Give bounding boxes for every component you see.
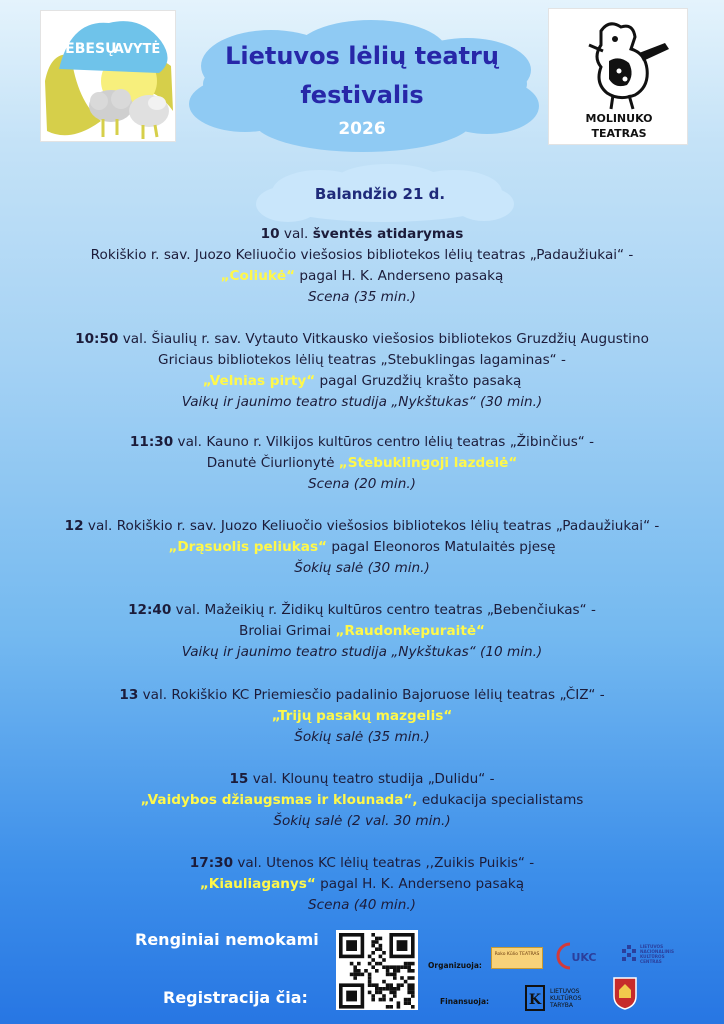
event-text: Rokiškio r. sav. Juozo Keliuočio viešosios bibliotekos lėlių teatras „Padaužiukai“ - [90, 247, 634, 263]
event-venue: Šokių salė (35 min.) [294, 729, 430, 745]
event-time: 13 [119, 687, 139, 703]
event-line [0, 853, 724, 874]
event-time: 12 [64, 518, 84, 534]
event-line [0, 287, 724, 308]
event-text: val. Mažeikių r. Židikų kultūros centro teatras „Bebenčiukas“ - [171, 602, 596, 618]
event-venue: Scena (35 min.) [308, 289, 416, 305]
roko-kulio-logo-text: Roko Kūlio TEATRAS [494, 952, 540, 957]
event-time: 12:40 [128, 602, 172, 618]
event-line [0, 453, 724, 474]
event-text: val. Rokiškio KC Priemiesčio padalinio Bajoruose lėlių teatras „ČIZ“ - [138, 687, 605, 703]
lnkc-logo [620, 943, 684, 969]
event-venue: Šokių salė (2 val. 30 min.) [273, 813, 451, 829]
event-block [0, 853, 724, 916]
event-line [0, 329, 724, 350]
event-line [0, 245, 724, 266]
event-text: pagal Gruzdžių krašto pasaką [315, 373, 522, 389]
event-time: 10:50 [75, 331, 119, 347]
event-text: Danutė Čiurlionytė [206, 455, 339, 471]
event-text: Broliai Grimai [239, 623, 336, 639]
event-line [0, 516, 724, 537]
performance-title: „Coliukė“ [220, 268, 296, 284]
event-block [0, 432, 724, 495]
event-line [0, 392, 724, 413]
event-text: pagal Eleonoros Matulaitės pjesę [327, 539, 556, 555]
roko-kulio-teatras-logo [491, 947, 543, 969]
ukc-logo-text: UKC [571, 951, 597, 964]
event-line [0, 600, 724, 621]
performance-title: „Vaidybos džiaugsmas ir klounada“, [140, 792, 418, 808]
event-text: val. Klounų teatro studija „Dulidu“ - [248, 771, 495, 787]
performance-title: „Drąsuolis peliukas“ [168, 539, 327, 555]
event-text: Griciaus bibliotekos lėlių teatras „Stebuklingas lagaminas“ - [158, 352, 566, 368]
festival-title-line2: festivalis [300, 81, 424, 109]
festival-title-line1: Lietuvos lėlių teatrų [225, 42, 499, 70]
performance-title: „Stebuklingoji lazdelė“ [338, 455, 518, 471]
performance-title: „Kiauliaganys“ [199, 876, 316, 892]
event-block [0, 769, 724, 832]
performance-title: „Trijų pasakų mazgelis“ [271, 708, 453, 724]
event-line [0, 266, 724, 287]
event-text: val. Rokiškio r. sav. Juozo Keliuočio viešosios bibliotekos lėlių teatras „Padaužiukai“ - [83, 518, 660, 534]
lnkc-logo-text: LIETUVOS NACIONALINIS KULTŪROS CENTRAS [640, 944, 674, 964]
event-time: 11:30 [129, 434, 174, 450]
registration-qr-code[interactable] [336, 930, 418, 1010]
event-text: pagal H. K. Anderseno pasaką [315, 876, 525, 892]
event-text: pagal H. K. Anderseno pasaką [295, 268, 504, 284]
event-date: Balandžio 21 d. [314, 185, 446, 203]
event-line [0, 895, 724, 916]
logo-right-word1: MOLINUKO [585, 112, 653, 125]
event-venue: Vaikų ir jaunimo teatro studija „Nykštukas“ (30 min.) [181, 394, 543, 410]
performance-title: „Raudonkepuraitė“ [335, 623, 485, 639]
logo-left-word2: AVYTĖ [113, 42, 161, 57]
festival-year: 2026 [338, 119, 386, 139]
rokiskis-coat-of-arms [612, 976, 638, 1010]
event-venue: Scena (20 min.) [308, 476, 416, 492]
event-line [0, 874, 724, 895]
event-text: val. Kauno r. Vilkijos kultūros centro lėlių teatras „Žibinčius“ - [173, 434, 595, 450]
event-time: 15 [229, 771, 249, 787]
event-time: 17:30 [189, 855, 234, 871]
lkt-logo-letter: K [528, 992, 542, 1008]
event-line [0, 432, 724, 453]
funder-label: Finansuoja: [440, 997, 490, 1006]
event-line [0, 371, 724, 392]
event-block [0, 516, 724, 579]
event-text: val. Utenos KC lėlių teatras ,,Zuikis Puikis“ - [233, 855, 535, 871]
registration-label: Registracija čia: [163, 988, 308, 1007]
event-line [0, 811, 724, 832]
event-line [0, 790, 724, 811]
event-venue: Scena (40 min.) [308, 897, 416, 913]
event-line [0, 769, 724, 790]
event-block [0, 600, 724, 663]
logo-right-word2: TEATRAS [591, 127, 647, 140]
event-line [0, 224, 724, 245]
organizer-label: Organizuoja: [428, 961, 482, 970]
event-line [0, 558, 724, 579]
event-line [0, 642, 724, 663]
ukc-logo [556, 940, 606, 972]
logo-left-word1: DEBESŲ [53, 41, 117, 57]
event-venue: Vaikų ir jaunimo teatro studija „Nykštukas“ (10 min.) [181, 644, 543, 660]
event-line [0, 621, 724, 642]
event-time: 10 [260, 226, 280, 242]
event-line [0, 706, 724, 727]
event-text: val. [279, 226, 313, 242]
event-text: edukacija specialistams [417, 792, 584, 808]
event-line [0, 350, 724, 371]
free-events-label: Renginiai nemokami [135, 930, 319, 949]
event-text: val. Šiaulių r. sav. Vytauto Vitkausko viešosios bibliotekos Gruzdžių Augustino [118, 331, 649, 347]
event-line [0, 474, 724, 495]
event-block [0, 685, 724, 748]
performance-title: „Velnias pirty“ [202, 373, 316, 389]
event-line [0, 685, 724, 706]
event-venue: Šokių salė (30 min.) [294, 560, 430, 576]
lkt-logo-text: LIETUVOS KULTŪROS TARYBA [550, 988, 582, 1009]
event-line [0, 537, 724, 558]
lkt-logo [524, 984, 600, 1014]
event-block [0, 329, 724, 413]
event-time: šventės atidarymas [312, 226, 464, 242]
event-line [0, 727, 724, 748]
event-block [0, 224, 724, 308]
